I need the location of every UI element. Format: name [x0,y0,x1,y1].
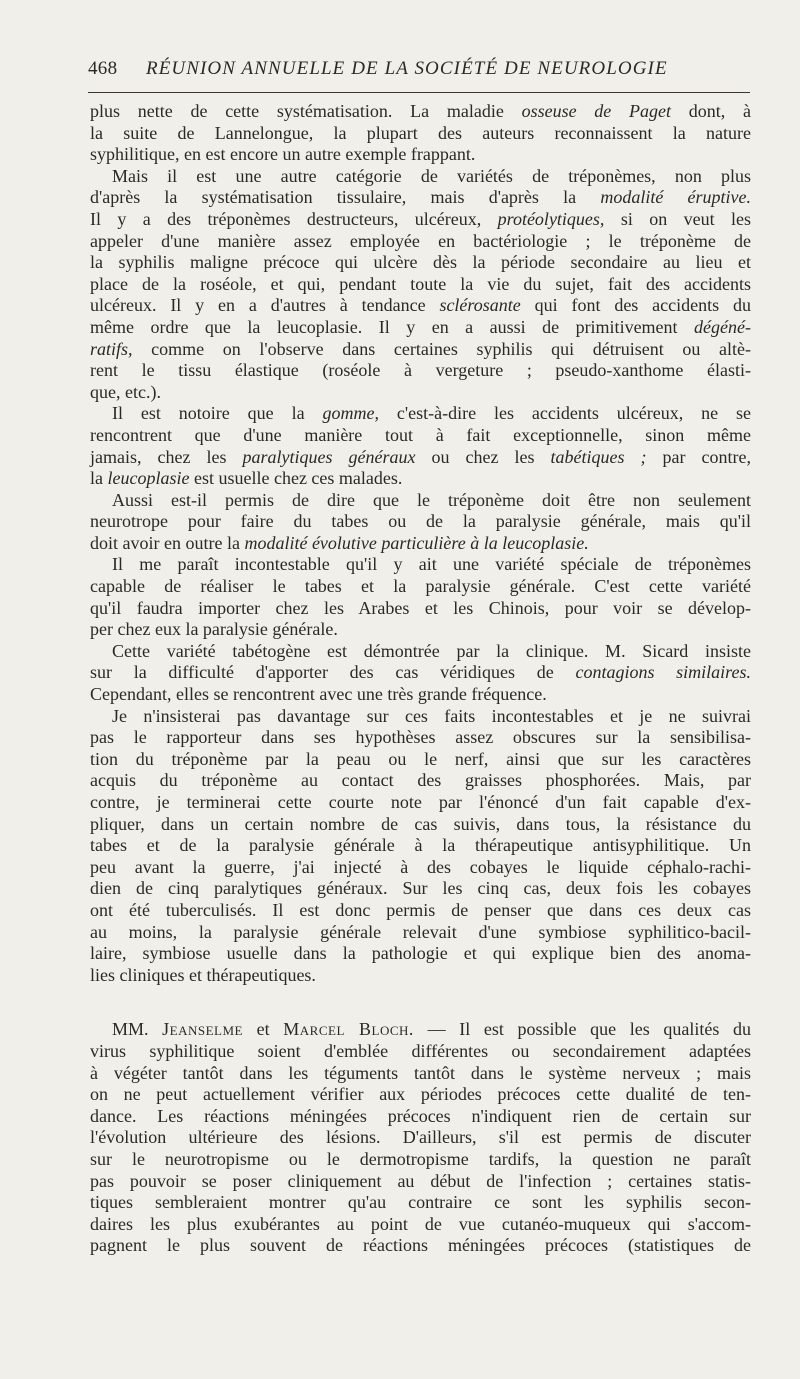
text-line [90,1106,751,1128]
text-line [90,706,751,728]
text-run: acquis du tréponème au contact des graisses phosphorées. Mais, par [90,770,751,791]
text-line [90,662,751,684]
text-run: tion du tréponème par la peau ou le nerf, ainsi que sur les caractères [90,748,751,769]
text-run: doit avoir en outre la [90,532,245,553]
text-line [90,274,751,296]
text-line [90,554,751,576]
text-run: ont été tuberculisés. Il est donc permis de penser que dans ces deux cas [90,899,751,920]
text-run: virus syphilitique soient d'emblée différentes ou secondairement adaptées [90,1040,751,1061]
text-line [90,900,751,922]
text-run: rent le tissu élastique (roséole à vergeture ; pseudo-xanthome élasti- [90,360,751,381]
text-run: c'est-à-dire les accidents ulcéreux, ne se [378,403,751,424]
italic-text: dégéné- [694,316,751,337]
text-line [90,403,751,425]
text-run: daires les plus exubérantes au point de vue cutanéo-muqueux qui s'accom- [90,1213,751,1234]
text-line [90,1127,751,1149]
text-line [90,468,751,490]
text-line [90,209,751,231]
text-run: l'évolution ultérieure des lésions. D'ailleurs, s'il est permis de discuter [90,1127,751,1148]
text-run: tabes et de la paralysie générale à la thérapeutique antisyphilitique. Un [90,835,751,856]
text-line [90,447,751,469]
italic-text: contagions similaires. [575,662,751,683]
text-run: rencontrent que d'une manière tout à fait exceptionnelle, sinon même [90,424,751,445]
text-line [90,166,751,188]
text-run: dance. Les réactions méningées précoces n'indiquent rien de certain sur [90,1105,751,1126]
text-line [90,1041,751,1063]
italic-text: tabétiques ; [550,446,647,467]
author-name: Jeanselme [162,1019,243,1040]
text-run: sur le neurotropisme ou le dermotropisme tardifs, la question ne paraît [90,1148,751,1169]
text-line [90,1063,751,1085]
text-run: la [90,468,108,489]
italic-text: paralytiques généraux [242,446,416,467]
text-run: contre, je terminerai cette courte note par l'énoncé d'un fait capable d'ex- [90,792,751,812]
text-line [90,943,751,965]
text-line [90,1192,751,1214]
text-line [90,231,751,253]
text-run: place de la roséole, et qui, pendant toute la vie du sujet, fait des accidents [90,273,751,294]
text-line [90,965,751,987]
text-run: — Il est possible que les qualités du [413,1019,752,1040]
text-line [90,101,751,123]
text-line [90,123,751,145]
italic-text: gomme, [322,403,379,424]
italic-text: leucoplasie [107,468,190,489]
paragraph-gap [90,986,751,1019]
text-run: capable de réaliser le tabes et la paralysie générale. C'est cette variété [90,576,751,597]
text-run: on ne peut actuellement vérifier aux périodes précoces cette dualité de ten- [90,1084,751,1105]
text-line [90,252,751,274]
text-run: la syphilis maligne précoce qui ulcère dès la période secondaire au lieu et [90,252,751,273]
text-run: peu avant la guerre, j'ai injecté à des cobayes le liquide céphalo-rachi- [90,856,751,877]
text-line [90,792,751,814]
text-line [90,878,751,900]
text-line [90,295,751,317]
text-line [90,576,751,598]
text-line [90,727,751,749]
text-line [90,533,751,555]
text-run: lies cliniques et thérapeutiques. [90,964,316,985]
italic-text: ratifs, [90,338,133,359]
text-line [90,1149,751,1171]
text-run: MM. [112,1019,163,1040]
text-run: qu'il faudra importer chez les Arabes et les Chinois, pour voir se dévelop- [90,597,751,618]
text-line [90,511,751,533]
text-run: Aussi est-il permis de dire que le tréponème doit être non seulement [112,489,751,510]
text-run: per chez eux la paralysie générale. [90,619,338,640]
text-run: d'après la systématisation tissulaire, mais d'après la [90,187,601,208]
text-run: pas pouvoir se poser cliniquement au début de l'infection ; certaines statis- [90,1170,751,1191]
text-line [90,1171,751,1193]
text-run: Mais il est une autre catégorie de variétés de tréponèmes, non plus [112,165,751,186]
page-number: 468 [88,58,118,79]
text-run: dont, à [671,101,752,121]
text-line [90,857,751,879]
text-run: plus nette de cette systématisation. La maladie [90,101,522,121]
italic-text: modalité éruptive. [600,187,751,208]
text-run: tiques sembleraient montrer qu'au contraire ce sont les syphilis secon- [90,1192,751,1213]
text-line [90,1084,751,1106]
text-line [90,360,751,382]
text-run: pliquer, dans un certain nombre de cas suivis, dans tous, la résistance du [90,813,751,834]
text-line [90,814,751,836]
text-run: que, etc.). [90,381,161,402]
text-run: Cependant, elles se rencontrent avec une très grande fréquence. [90,684,547,705]
text-run: dien de cinq paralytiques généraux. Sur les cinq cas, deux fois les cobayes [90,878,751,899]
text-run: Cette variété tabétogène est démontrée par la clinique. M. Sicard insiste [112,640,751,661]
running-title: RÉUNION ANNUELLE DE LA SOCIÉTÉ DE NEUROLOGIE [146,58,668,79]
text-run: comme on l'observe dans certaines syphilis qui détruisent ou altè- [132,338,751,359]
text-run: neurotrope pour faire du tabes ou de la paralysie générale, mais qu'il [90,511,751,532]
text-line [90,749,751,771]
text-run: Il y a des tréponèmes destructeurs, ulcéreux, [90,208,498,229]
text-line [90,1235,751,1257]
text-line [90,770,751,792]
italic-text: protéolytiques, [497,208,605,229]
text-run: ou chez les [415,446,551,467]
text-run: qui font des accidents du [520,295,751,316]
italic-text: osseuse de Paget [521,101,672,121]
text-line [90,835,751,857]
author-name: Marcel Bloch. [283,1019,414,1040]
text-run: Je n'insisterai pas davantage sur ces faits incontestables et je ne suivrai [112,705,751,726]
text-run: Il est notoire que la [112,403,323,424]
text-run: même ordre que la leucoplasie. Il y en a aussi de primitivement [90,316,695,337]
text-run: est usuelle chez ces malades. [189,468,403,489]
text-run: à végéter tantôt dans les téguments tantôt dans le système nerveux ; mais [90,1062,751,1083]
italic-text: modalité évolutive particulière à la leucoplasie. [244,532,589,553]
text-line [90,922,751,944]
text-run: appeler d'une manière assez employée en bactériologie ; le tréponème de [90,230,751,251]
text-run: ulcéreux. Il y en a d'autres à tendance [90,295,440,316]
text-run: laire, symbiose usuelle dans la pathologie et qui explique bien des anoma- [90,943,751,964]
text-run: pas le rapporteur dans ses hypothèses assez obscures sur la sensibilisa- [90,727,751,748]
text-line [90,490,751,512]
text-line [90,317,751,339]
text-line [90,187,751,209]
text-line [90,598,751,620]
text-line [90,641,751,663]
text-line [90,1214,751,1236]
text-run: syphilitique, en est encore un autre exemple frappant. [90,144,476,165]
text-line [90,144,751,166]
text-run: Il me paraît incontestable qu'il y ait une variété spéciale de tréponèmes [112,554,751,575]
text-run: pagnent le plus souvent de réactions méningées précoces (statistiques de [90,1235,751,1256]
text-run: la suite de Lannelongue, la plupart des auteurs reconnaissent la nature [90,122,751,143]
text-run: et [243,1019,284,1040]
italic-text: sclérosante [439,295,521,316]
body-text [90,101,751,1257]
text-run: au moins, la paralysie générale relevait d'une symbiose syphilitico-bacil- [90,921,751,942]
text-run: par contre, [646,446,752,467]
text-run: jamais, chez les [90,446,243,467]
text-line [90,425,751,447]
text-line [90,619,751,641]
running-header [88,58,750,80]
text-run: si on veut les [604,208,751,229]
header-rule [88,92,750,93]
text-line [90,339,751,361]
text-line [90,684,751,706]
text-run: sur la difficulté d'apporter des cas véridiques de [90,662,576,683]
text-line [90,1019,751,1041]
text-line [90,382,751,404]
